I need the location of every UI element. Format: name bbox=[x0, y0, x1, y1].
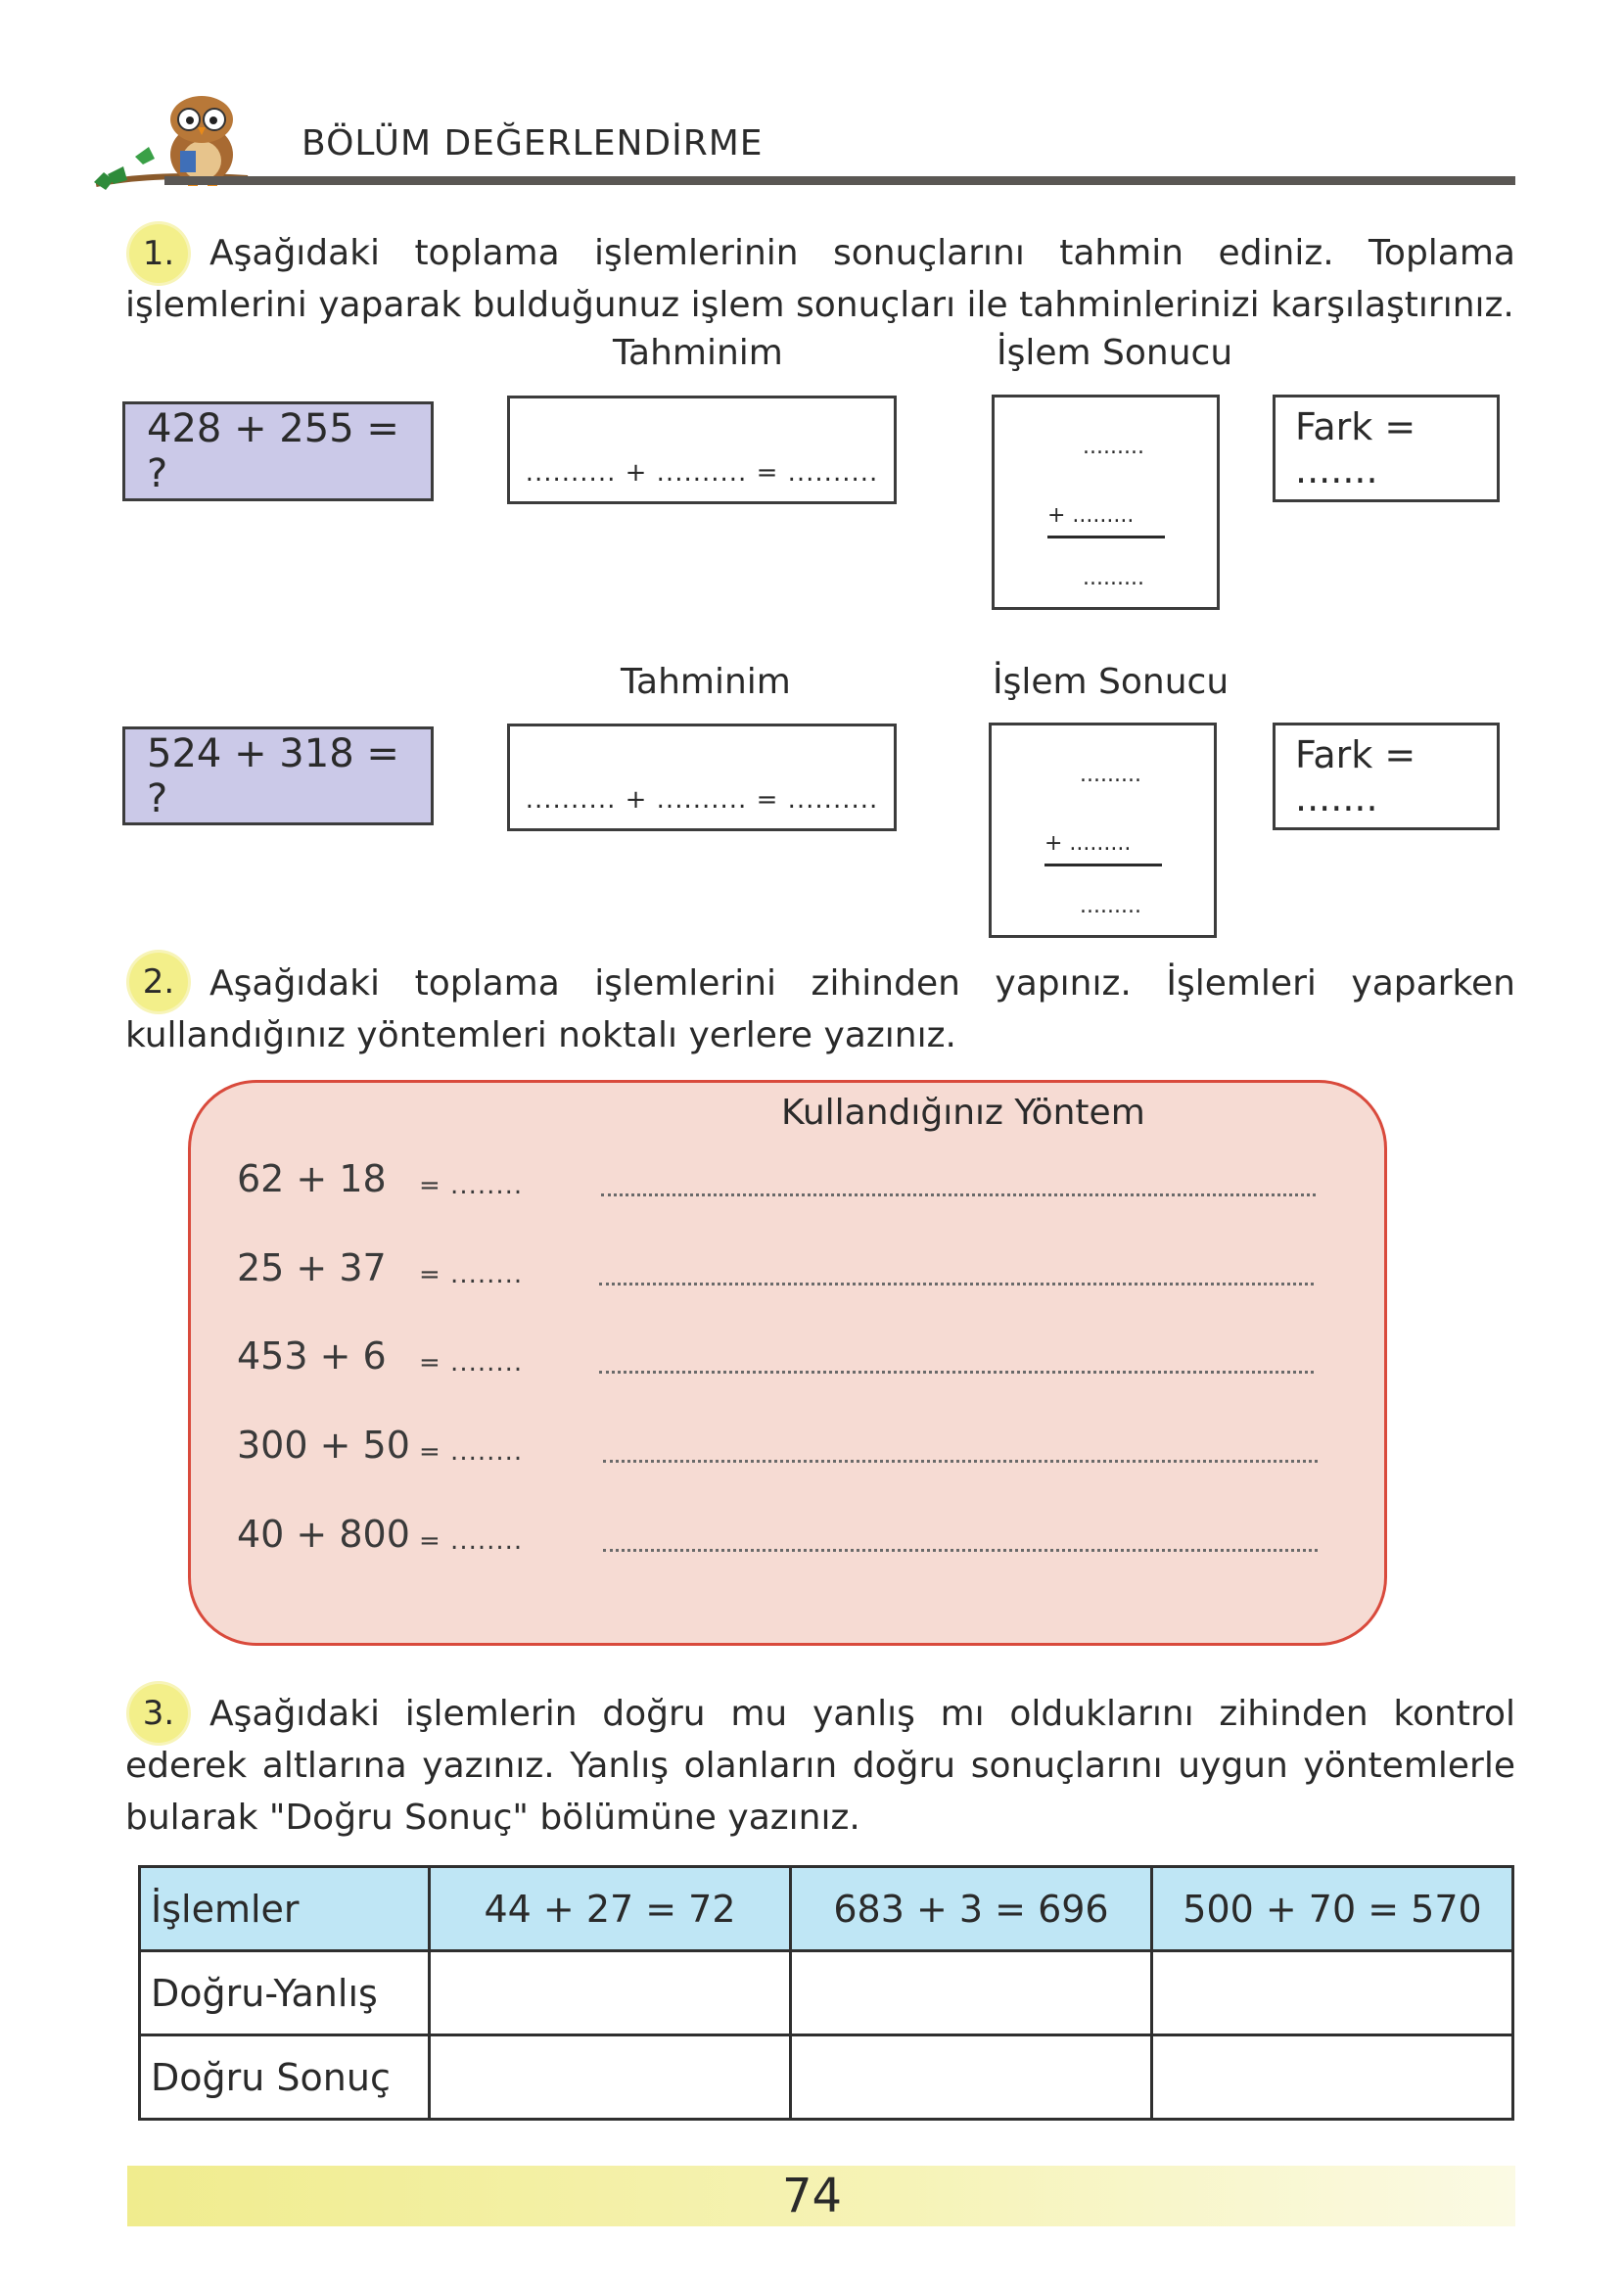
page-number: 74 bbox=[781, 2169, 843, 2223]
result-box-1[interactable] bbox=[992, 395, 1220, 610]
answer-cell[interactable] bbox=[791, 2035, 1152, 2120]
mental-answer-2[interactable]: = ........ bbox=[419, 1260, 524, 1289]
table-row bbox=[140, 1951, 1513, 2035]
row-label: Doğru Sonuç bbox=[140, 2035, 430, 2120]
method-line-2[interactable] bbox=[599, 1283, 1314, 1286]
question-2-text-content: Aşağıdaki toplama işlemlerini zihinden yapınız. İşlemleri yaparken kullandığınız yöntemleri noktalı yerlere yazınız. bbox=[125, 963, 1515, 1055]
result-bottom-dots: ......... bbox=[1083, 566, 1144, 590]
result-top-dots: ......... bbox=[1083, 435, 1144, 459]
question-number-3: 3. bbox=[129, 1684, 188, 1743]
method-line-4[interactable] bbox=[603, 1460, 1318, 1463]
result-sum-line bbox=[1044, 864, 1162, 866]
question-number-2: 2. bbox=[129, 953, 188, 1011]
estimate-box-1[interactable]: .......... + .......... = .......... bbox=[507, 396, 897, 504]
answer-cell[interactable] bbox=[1152, 2035, 1513, 2120]
mental-answer-5[interactable]: = ........ bbox=[419, 1526, 524, 1556]
mental-op-4: 300 + 50 bbox=[237, 1424, 410, 1467]
result-label-2: İşlem Sonucu bbox=[993, 662, 1230, 702]
page-title: BÖLÜM DEĞERLENDİRME bbox=[302, 123, 764, 164]
table-header-cell: 44 + 27 = 72 bbox=[430, 1867, 791, 1951]
difference-box-2[interactable]: Fark = ....... bbox=[1273, 723, 1500, 830]
mental-op-2: 25 + 37 bbox=[237, 1246, 387, 1289]
question-2-text bbox=[125, 958, 1515, 1061]
result-sum-line bbox=[1047, 536, 1165, 538]
mental-op-3: 453 + 6 bbox=[237, 1334, 387, 1378]
answer-cell[interactable] bbox=[430, 2035, 791, 2120]
table-header-cell: 683 + 3 = 696 bbox=[791, 1867, 1152, 1951]
estimate-label-1: Tahminim bbox=[613, 333, 783, 373]
mental-answer-4[interactable]: = ........ bbox=[419, 1437, 524, 1467]
result-label-1: İşlem Sonucu bbox=[997, 333, 1233, 373]
mental-op-5: 40 + 800 bbox=[237, 1513, 410, 1556]
table-header-cell: İşlemler bbox=[140, 1867, 430, 1951]
result-bottom-dots: ......... bbox=[1080, 894, 1141, 918]
result-top-dots: ......... bbox=[1080, 763, 1141, 787]
estimate-box-2[interactable]: .......... + .......... = .......... bbox=[507, 724, 897, 831]
question-number-1: 1. bbox=[129, 224, 188, 283]
result-box-2[interactable] bbox=[989, 723, 1217, 938]
check-table bbox=[138, 1865, 1514, 2121]
method-line-5[interactable] bbox=[603, 1549, 1318, 1552]
answer-cell[interactable] bbox=[430, 1951, 791, 2035]
result-plus-dots: + ......... bbox=[1044, 831, 1132, 856]
question-1-text-content: Aşağıdaki toplama işlemlerinin sonuçlarını tahmin ediniz. Toplama işlemlerini yaparak bulduğunuz işlem sonuçları ile tahminlerinizi karşılaştırınız. bbox=[125, 233, 1515, 325]
row-label: Doğru-Yanlış bbox=[140, 1951, 430, 2035]
estimate-label-2: Tahminim bbox=[621, 662, 791, 702]
mental-op-1: 62 + 18 bbox=[237, 1157, 387, 1200]
header-divider bbox=[164, 176, 1515, 185]
mental-answer-1[interactable]: = ........ bbox=[419, 1171, 524, 1200]
mental-answer-3[interactable]: = ........ bbox=[419, 1348, 524, 1378]
difference-box-1[interactable]: Fark = ....... bbox=[1273, 395, 1500, 502]
table-row bbox=[140, 2035, 1513, 2120]
result-plus-dots: + ......... bbox=[1047, 503, 1135, 528]
operation-box-1: 428 + 255 = ? bbox=[122, 401, 434, 501]
operation-box-2: 524 + 318 = ? bbox=[122, 726, 434, 825]
question-3-text-content: Aşağıdaki işlemlerin doğru mu yanlış mı olduklarını zihinden kontrol ederek altlarına yazınız. Yanlış olanların doğru sonuçlarını uygun yöntemlerle bularak "Doğru Sonuç" bölümüne yazınız. bbox=[125, 1694, 1515, 1838]
method-panel-title: Kullandığınız Yöntem bbox=[781, 1093, 1145, 1133]
method-line-3[interactable] bbox=[599, 1371, 1314, 1374]
table-header-cell: 500 + 70 = 570 bbox=[1152, 1867, 1513, 1951]
answer-cell[interactable] bbox=[1152, 1951, 1513, 2035]
question-1-text bbox=[125, 227, 1515, 331]
answer-cell[interactable] bbox=[791, 1951, 1152, 2035]
table-header-row bbox=[140, 1867, 1513, 1951]
method-line-1[interactable] bbox=[601, 1193, 1316, 1196]
question-3-text bbox=[125, 1688, 1515, 1844]
